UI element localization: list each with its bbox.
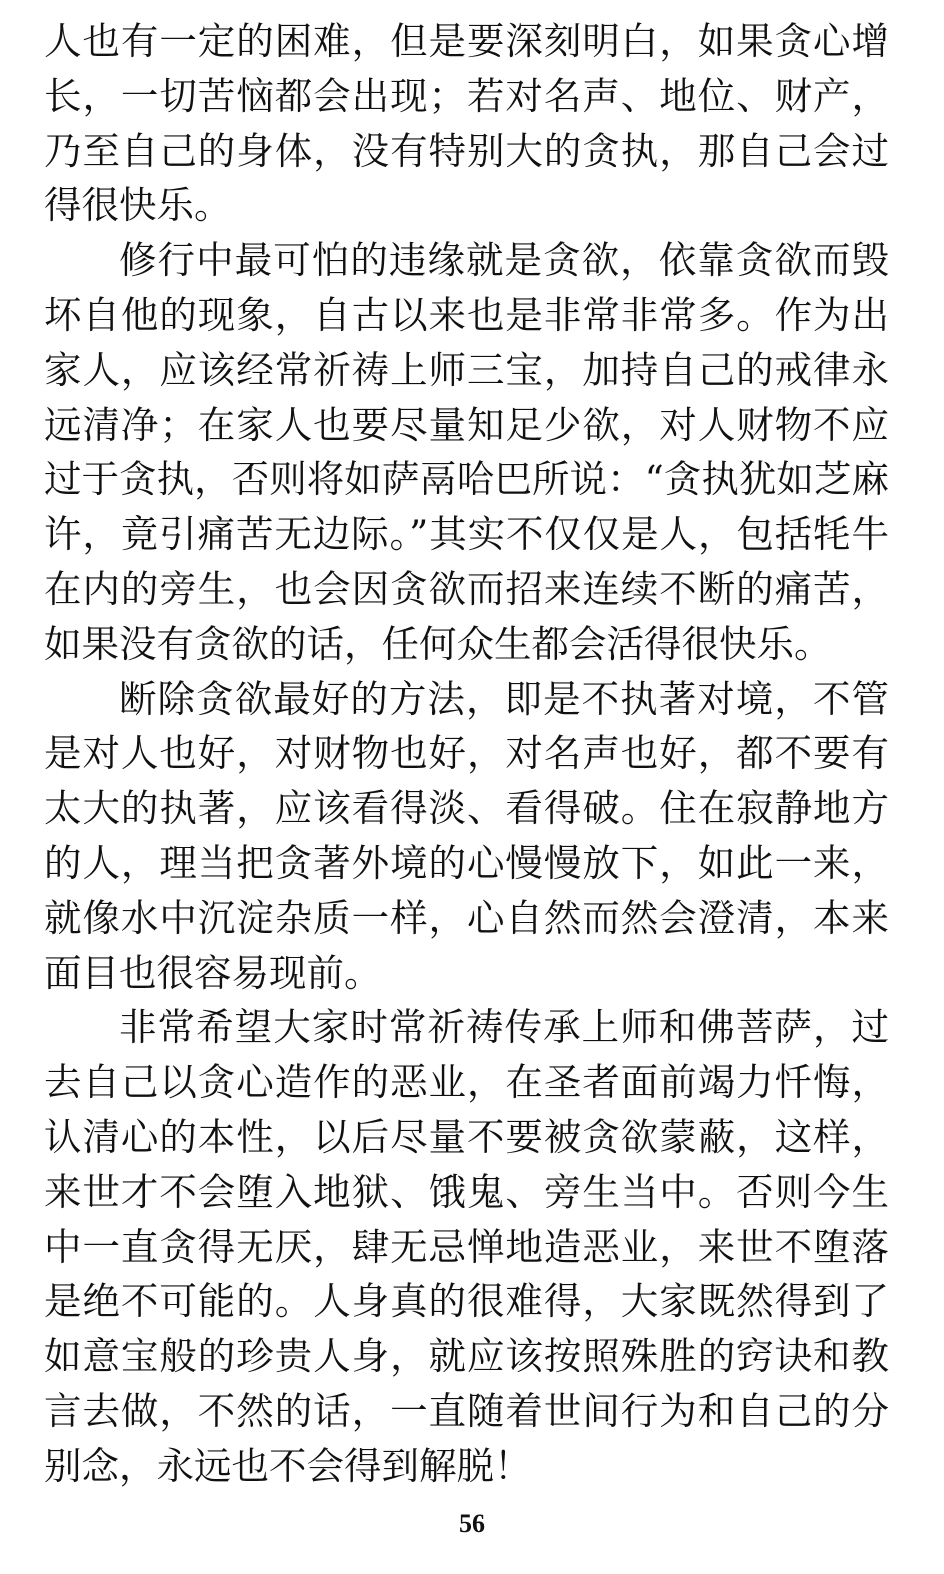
paragraph-2: 修行中最可怕的违缘就是贪欲，依靠贪欲而毁坏自他的现象，自古以来也是非常非常多。作为出家人，应该经常祈祷上师三宝，加持自己的戒律永远清净；在家人也要尽量知足少欲，对人财物不应过于贪执，否则将如萨鬲哈巴所说：“贪执犹如芝麻许，竟引痛苦无边际。”其实不仅仅是人，包括牦牛在内的旁生，也会因贪欲而招来连续不断的痛苦，如果没有贪欲的话，任何众生都会活得很快乐。: [44, 238, 889, 666]
page-number: 56: [459, 1509, 485, 1538]
page-body: [44, 14, 889, 1494]
paragraph-1: 人也有一定的困难，但是要深刻明白，如果贪心增长，一切苦恼都会出现；若对名声、地位、财产，乃至自己的身体，没有特别大的贪执，那自己会过得很快乐。: [44, 19, 889, 228]
paragraph-3: 断除贪欲最好的方法，即是不执著对境，不管是对人也好，对财物也好，对名声也好，都不要有太大的执著，应该看得淡、看得破。住在寂静地方的人，理当把贪著外境的心慢慢放下，如此一来，就像水中沉淀杂质一样，心自然而然会澄清，本来面目也很容易现前。: [44, 676, 889, 995]
paragraph-4: 非常希望大家时常祈祷传承上师和佛菩萨，过去自己以贪心造作的恶业，在圣者面前竭力忏悔，认清心的本性，以后尽量不要被贪欲蒙蔽，这样，来世才不会堕入地狱、饿鬼、旁生当中。否则今生中一直贪得无厌，肆无忌惮地造恶业，来世不堕落是绝不可能的。人身真的很难得，大家既然得到了如意宝般的珍贵人身，就应该按照殊胜的窍诀和教言去做，不然的话，一直随着世间行为和自己的分别念，永远也不会得到解脱！: [44, 1005, 889, 1488]
